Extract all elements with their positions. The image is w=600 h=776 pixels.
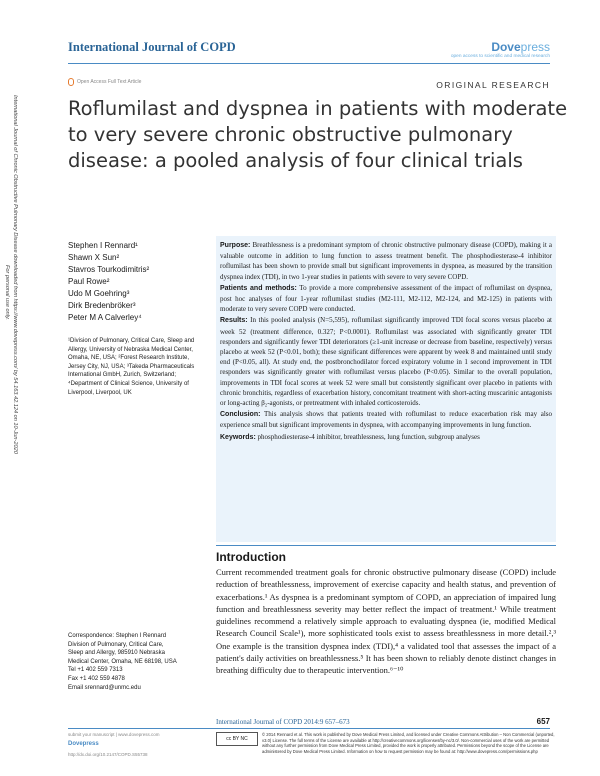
open-access-label — [68, 78, 141, 86]
author: Paul Rowe² — [68, 277, 110, 286]
open-access-icon — [68, 78, 74, 86]
abstract-purpose — [220, 240, 552, 282]
header-divider — [68, 63, 550, 64]
author: Stephen I Rennard¹ — [68, 241, 138, 250]
author: Stavros Tourkodimitris² — [68, 265, 150, 274]
page-number: 657 — [536, 717, 550, 726]
correspondence-email[interactable]: Email srennard@unmc.edu — [68, 684, 141, 691]
doi-link[interactable]: http://dx.doi.org/10.2147/COPD.S55738 — [68, 752, 148, 757]
publisher-name-part2: press — [520, 40, 550, 54]
article-title: Roflumilast and dyspnea in patients with moderate to very severe chronic obstructive pulmonary disease: a pooled analysis of four clinical trials — [68, 97, 568, 172]
publisher-name-part1: Dove — [491, 40, 521, 54]
methods-text: To provide a more comprehensive assessment of the impact of roflumilast on dyspnea, post hoc analyses of four 1-year roflumilast studies (M2-111, M2-112, M2-124, and M2-125) in patients with moderate to very severe COPD were conducted. — [220, 283, 552, 314]
purpose-text: Breathlessness is a predominant symptom of chronic obstructive pulmonary disease (COPD), making it a valuable outcome in addition to lung function to assess treatment benefit. The phosphodiesterase-4 inhibitor roflumilast has been shown to provide small but significant improvements in dyspnea, as measured by the transition dyspnea index (TDI), in two 1-year studies in patients with severe to very severe COPD. — [220, 241, 552, 281]
abstract-results — [220, 315, 552, 408]
license-block — [216, 732, 556, 754]
download-notice-line: International Journal of Chronic Obstructive Pulmonary Disease downloaded from https://www.dovepress.com/ by 54.163.42.124 on 10-Jun-2020 — [12, 95, 18, 454]
correspondence-line: Tel +1 402 559 7313 — [68, 667, 123, 674]
publisher-logo — [491, 40, 550, 54]
results-text: In this pooled analysis (N=5,595), roflumilast significantly improved TDI focal scores versus placebo at week 52 (treatment difference, 0.327; P<0.0001). Roflumilast was associated with significantly greater TDI responders and significantly fewer TDI deteriorators (≥1-unit increase or decrease from baseline, respectively) versus placebo at week 52 (P<0.01, both); these significant differences were apparent by week 8 and maintained until study end (P<0.05, all). At study end, the postbronchodilator forced expiratory volume in 1 second improvement in TDI responders was significantly greater with roflumilast versus placebo (P<0.05). Similar to the overall population, improvements in TDI focal scores at week 52 were small but consistently significant over placebo in patients with chronic bronchitis, regardless of exacerbation history, concomitant treatment with short-acting muscarinic antagonists or long-acting β₂-agonists, or pretreatment with inhaled corticosteroids. — [220, 316, 552, 408]
license-text: © 2014 Rennard et al. This work is published by Dove Medical Press Limited, and licensed under Creative Commons Attribution – Non Commercial (unported, v3.0) License. The full terms of the License are available at http://creativecommons.org/licenses/by-nc/3.0/. Non-commercial uses of the work are permitted without any further permission from Dove Medical Press Limited, provided the work is properly attributed. Permissions beyond the scope of the License are administered by Dove Medical Press Limited. Information on how to request permission may be found at: http://www.dovepress.com/permissions.php — [262, 732, 555, 754]
footer-citation: International Journal of COPD 2014:9 657–673 — [216, 718, 350, 726]
author: Udo M Goehring³ — [68, 289, 130, 298]
correspondence-line: Sleep and Allergy, 985910 Nebraska — [68, 650, 165, 657]
purpose-label: Purpose: — [220, 242, 251, 249]
results-label: Results: — [220, 317, 248, 325]
keywords-label: Keywords: — [220, 433, 256, 441]
intro-divider — [216, 545, 556, 546]
correspondence-line: Fax +1 402 559 4878 — [68, 675, 125, 682]
affiliations: ¹Division of Pulmonary, Critical Care, Sleep and Allergy, University of Nebraska Medical Center, Omaha, NE, USA; ²Forest Research Institute, Jersey City, NJ, USA; ³Takeda Pharmaceuticals International GmbH, Zurich, Switzerland; ⁴Department of Clinical Science, University of Liverpool, Liverpool, UK — [68, 338, 195, 396]
correspondence-line: Medical Center, Omaha, NE 68198, USA — [68, 658, 177, 665]
section-heading: Introduction — [216, 550, 286, 564]
download-notice — [6, 95, 18, 595]
publisher-tagline: open access to scientific and medical research — [450, 54, 550, 59]
author: Peter M A Calverley⁴ — [68, 313, 142, 322]
abstract-conclusion — [220, 409, 552, 430]
correspondence — [68, 632, 208, 692]
footer-divider — [68, 728, 550, 729]
footer-publisher: Dovepress — [68, 741, 99, 747]
abstract-box — [216, 236, 556, 542]
journal-name: International Journal of COPD — [68, 40, 236, 54]
conclusion-label: Conclusion: — [220, 411, 261, 419]
abstract-keywords — [220, 432, 552, 443]
abstract-methods — [220, 283, 552, 315]
methods-label: Patients and methods: — [220, 284, 297, 292]
keywords-text: phosphodiesterase-4 inhibitor, breathlessness, lung function, subgroup analyses — [257, 432, 480, 441]
cc-license-icon[interactable]: cc BY NC — [216, 732, 258, 746]
author: Shawn X Sun² — [68, 253, 120, 262]
author: Dirk Bredenbröker³ — [68, 301, 136, 310]
personal-use-notice: For personal use only. — [4, 265, 10, 320]
correspondence-line: Correspondence: Stephen I Rennard — [68, 633, 167, 639]
submit-link[interactable]: submit your manuscript | www.dovepress.com — [68, 732, 160, 737]
open-access-text: Open Access Full Text Article — [77, 79, 142, 85]
intro-text: Current recommended treatment goals for chronic obstructive pulmonary disease (COPD) include reduction of breathlessness, improvement of exercise capacity and health status, and prevention of exacerbations.¹ As dyspnea is a predominant symptom of COPD, an appreciation of impaired lung function and breathlessness severity may better reflect the impact of treatment.¹ While treatment guidelines recommend a relatively simple approach to evaluating dyspnea (ie, modified Medical Research Council Scale¹), more sophisticated tools exist to assess breathlessness in more detail.²,³ One example is the transition dyspnea index (TDI),⁴ a validated tool that assesses the impact of a patient's daily activities on breathlessness.⁵ It has been shown to reliably denote distinct changes in breathing difficulty due to therapeutic intervention.⁶⁻¹⁰ — [216, 567, 556, 676]
conclusion-text: This analysis shows that patients treated with roflumilast to reduce exacerbation risk may also experience small but significant improvements in dyspnea, with accompanying improvements in lung function. — [220, 410, 553, 430]
correspondence-line: Division of Pulmonary, Critical Care, — [68, 641, 164, 648]
article-section: ORIGINAL RESEARCH — [436, 80, 550, 90]
author-list — [68, 240, 208, 324]
